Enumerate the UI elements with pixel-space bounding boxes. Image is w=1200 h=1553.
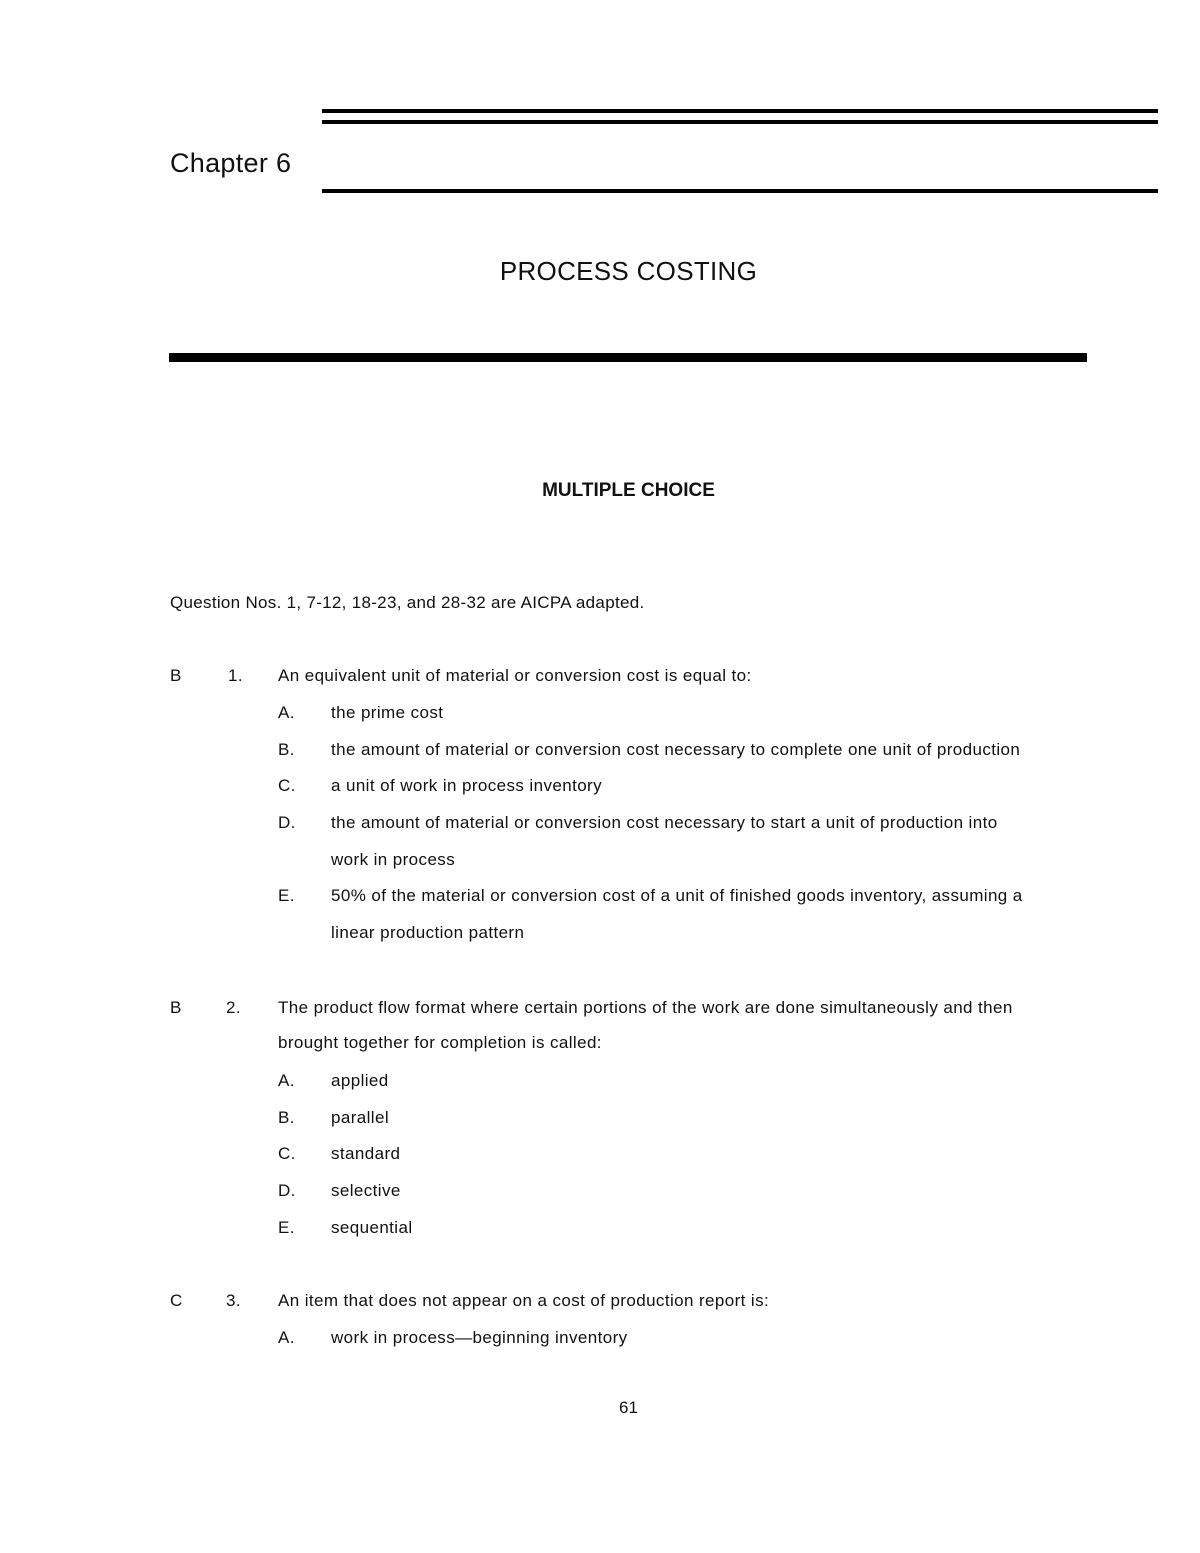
question-stem: An equivalent unit of material or conversion cost is equal to: — [278, 666, 752, 685]
option-text: the amount of material or conversion cost necessary to complete one unit of production — [331, 740, 1021, 759]
option-text: work in process—beginning inventory — [331, 1328, 628, 1347]
option-letter: B. — [278, 740, 295, 759]
option-letter: D. — [278, 1181, 296, 1200]
option-text-continued: linear production pattern — [331, 923, 525, 942]
option-letter: A. — [278, 1328, 295, 1347]
header-rule-top-2 — [322, 120, 1158, 124]
question-stem: An item that does not appear on a cost of production report is: — [278, 1291, 770, 1310]
option-text: applied — [331, 1071, 389, 1090]
header-rule-top-1 — [322, 109, 1158, 113]
section-title: MULTIPLE CHOICE — [542, 480, 715, 501]
answer-key: B — [170, 666, 182, 685]
option-letter: D. — [278, 813, 296, 832]
option-text: 50% of the material or conversion cost of a unit of finished goods inventory, assuming a — [331, 886, 1023, 905]
option-text: selective — [331, 1181, 401, 1200]
question-number: 2. — [226, 998, 241, 1017]
question-number: 1. — [228, 666, 243, 685]
option-letter: E. — [278, 1218, 295, 1237]
page-number: 61 — [619, 1398, 638, 1417]
option-text: parallel — [331, 1108, 390, 1127]
option-text: a unit of work in process inventory — [331, 776, 603, 795]
option-letter: E. — [278, 886, 295, 905]
question-stem: The product flow format where certain portions of the work are done simultaneously and then — [278, 998, 1013, 1017]
answer-key: B — [170, 998, 182, 1017]
option-text: the amount of material or conversion cost necessary to start a unit of production into — [331, 813, 998, 832]
question-stem-continued: brought together for completion is called: — [278, 1033, 602, 1052]
option-text: sequential — [331, 1218, 413, 1237]
chapter-title: Chapter 6 — [170, 148, 292, 178]
header-rule-bottom — [322, 189, 1158, 193]
intro-note: Question Nos. 1, 7-12, 18-23, and 28-32 are AICPA adapted. — [170, 593, 645, 612]
option-letter: B. — [278, 1108, 295, 1127]
question-number: 3. — [226, 1291, 241, 1310]
option-letter: A. — [278, 1071, 295, 1090]
option-text-continued: work in process — [331, 850, 456, 869]
option-letter: A. — [278, 703, 295, 722]
answer-key: C — [170, 1291, 183, 1310]
option-text: the prime cost — [331, 703, 444, 722]
title-rule — [169, 353, 1087, 362]
option-text: standard — [331, 1144, 401, 1163]
option-letter: C. — [278, 1144, 296, 1163]
page-title: PROCESS COSTING — [499, 256, 758, 286]
option-letter: C. — [278, 776, 296, 795]
